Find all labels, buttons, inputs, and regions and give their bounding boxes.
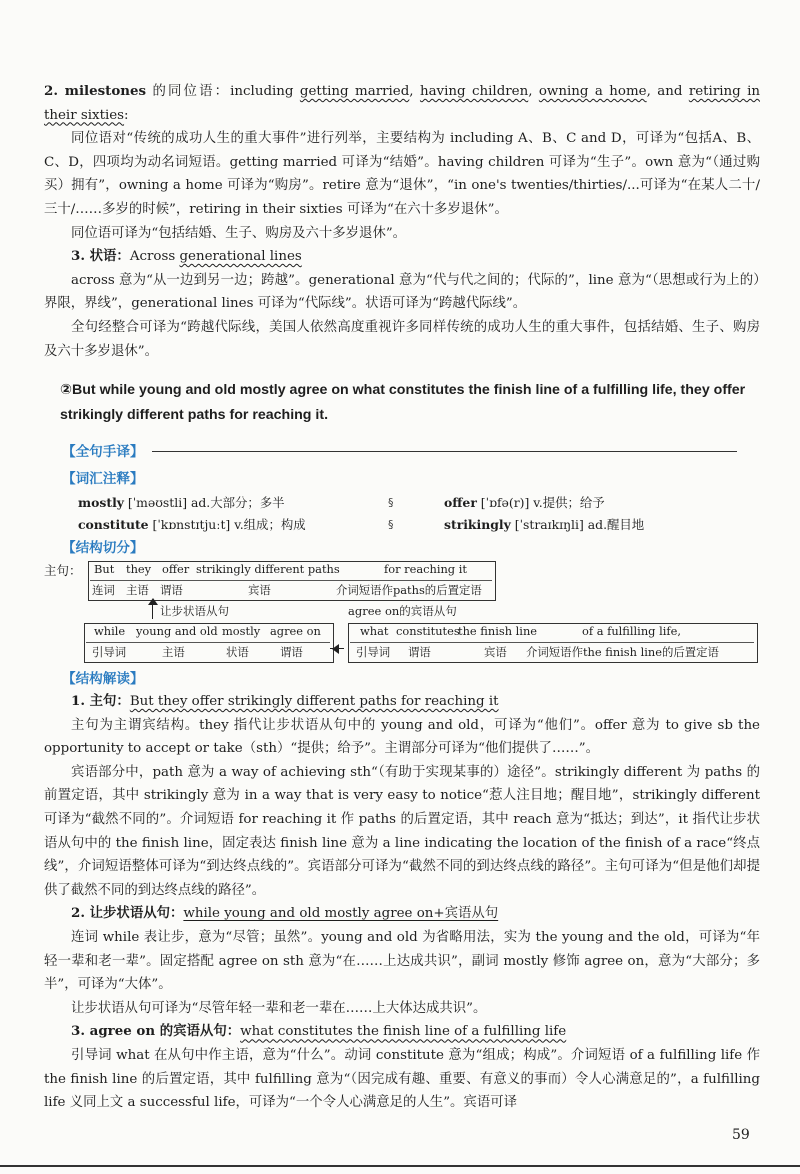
- r1-l4: 介词短语作paths的后置定语: [336, 583, 482, 597]
- a1-head-line: [44, 690, 760, 714]
- phrase-sixties: their sixties: [44, 107, 125, 123]
- r1-l3: 宾语: [248, 583, 271, 597]
- vocab-word: constitute: [78, 517, 149, 532]
- vocab-heading: 【词汇注释】: [62, 471, 144, 487]
- a2-head-line: [44, 902, 760, 926]
- phrase-children: having children: [419, 84, 529, 99]
- sentence-number: ②: [60, 382, 73, 398]
- r2-agreeon: agree on: [270, 624, 321, 638]
- analysis-section: [62, 667, 144, 687]
- vocab-strikingly: [444, 514, 644, 536]
- r2-while: while: [94, 624, 126, 638]
- a1-para1: 主句为主谓宾结构。they 指代让步状语从句中的 young and old，可译为“他们”。offer 意为 to give sb the opportunity to accept or take（sth）“提供；给予”。主谓部分可译为“他们提供了……”。: [44, 717, 760, 757]
- r1-offer: offer: [162, 562, 190, 576]
- translate-section: [62, 440, 737, 460]
- top-block: [44, 80, 760, 363]
- vocab-mostly: [78, 492, 306, 514]
- a2-text: while young and old mostly agree on+宾语从句: [183, 906, 499, 922]
- a3-text: what constitutes the finish line of a fulfilling life: [240, 1024, 567, 1040]
- note-concession: 让步状语从句: [160, 604, 229, 618]
- left-arrow-head: [332, 644, 339, 654]
- r1-midline: [90, 580, 492, 581]
- r2-l2: 状语: [226, 645, 249, 659]
- adverbial-text: Across: [129, 249, 180, 265]
- r1-l0: 连词: [92, 583, 115, 597]
- r1-l1: 主语: [126, 583, 149, 597]
- full-translation: 全句经整合可译为“跨越代际线，美国人依然高度重视许多同样传统的成功人生的重大事件，包括结婚、生子、购房及六十多岁退休”。: [44, 319, 760, 359]
- a1-para2: 宾语部分中，path 意为 a way of achieving sth“（有助于实现某事的）途径”。strikingly different 为 paths 的前置定语，其中 strikingly 意为 in a way that is very easy to notice“惹人注目地；醒目地”，strikingly different 可译为“截然不同的”。介词短语 for reaching it 作 paths 的后置定语，其中 reach 意为“抵达；到达”，it 指代让步状语从句中的 the finish line，固定表达 finish line 意为 a line indicating the location of the finish of a race“终点线”，介词短语整体可译为“到达终点线的”。宾语部分可译为“截然不同的到达终点线的路径”。主句可译为“但是他们却提供了截然不同的到达终点线的路径”。: [44, 764, 760, 898]
- r3-finishline: the finish line: [458, 624, 538, 638]
- divider-mark: §: [388, 496, 394, 509]
- r2-l3: 谓语: [280, 645, 303, 659]
- r3-l3: 介词短语作the finish line的后置定语: [526, 645, 719, 659]
- r1-for: for reaching it: [384, 562, 467, 576]
- note-object-clause: agree on的宾语从句: [348, 604, 457, 618]
- a1-text: But they offer strikingly different paths for reaching it: [129, 694, 499, 709]
- r3-constitutes: constitutes: [396, 624, 460, 638]
- adverbial-head: 3. 状语：: [71, 248, 130, 265]
- translate-heading: 【全句手译】: [62, 444, 144, 460]
- r3-what: what: [360, 624, 389, 638]
- sentence-two: [60, 378, 760, 428]
- r3-l1: 谓语: [408, 645, 431, 659]
- vocab-def: [ˈməʊstli] ad.大部分；多半: [123, 495, 285, 510]
- r2-youngold: young and old: [136, 624, 218, 638]
- a2-para2: 让步状语从句可译为“尽管年轻一辈和老一辈在……上大体达成共识”。: [71, 1000, 487, 1016]
- page-number: 59: [732, 1127, 750, 1143]
- appositive-label: 的同位语：including: [146, 84, 300, 99]
- a3-head-line: [44, 1020, 760, 1044]
- vocab-section: [62, 467, 144, 487]
- r2-midline: [86, 642, 330, 643]
- r2-l0: 引导词: [92, 645, 127, 659]
- r3-l0: 引导词: [356, 645, 391, 659]
- vocab-word: offer: [444, 495, 477, 510]
- vocab-divider: [388, 492, 394, 536]
- vocab-def: [ˈkɒnstɪtjuːt] v.组成；构成: [148, 517, 306, 532]
- r1-they: they: [126, 562, 152, 576]
- r1-paths: strikingly different paths: [196, 562, 340, 576]
- r3-midline: [350, 642, 754, 643]
- r2-l1: 主语: [162, 645, 185, 659]
- adverbial-phrase: generational lines: [179, 249, 302, 265]
- phrase-and: , and: [646, 84, 689, 99]
- r1-l2: 谓语: [160, 583, 183, 597]
- a3-para1: 引导词 what 在从句中作主语，意为“什么”。动词 constitute 意为“组成；构成”。介词短语 of a fulfilling life 作 the finish line 的后置定语，其中 fulfilling 意为“（因完成有趣、重要、有意义的事而）令人心满意足的”，a fulfilling life 义同上文 a successful life，可译为“一个令人心满意足的人生”。宾语可译: [44, 1047, 760, 1111]
- adverbial-head-line: [44, 245, 760, 269]
- r3-oflife: of a fulfilling life,: [582, 624, 681, 638]
- phrase-retiring: retiring in: [688, 84, 760, 99]
- vocab-word: strikingly: [444, 517, 511, 532]
- vocab-constitute: [78, 514, 306, 536]
- r1-but: But: [94, 562, 115, 576]
- a2-para1: 连词 while 表让步，意为“尽管；虽然”。young and old 为省略用法，实为 the young and the old，可译为“年轻一辈和老一辈”。固定搭配 agree on sth 意为“在……上达成共识”，副词 mostly 修饰 agree on，意为“大部分；多半”，可译为“大体”。: [44, 929, 760, 993]
- vocab-offer: [444, 492, 644, 514]
- vocab-def: [ˈstraɪkɪŋli] ad.醒目地: [510, 517, 645, 532]
- translation-blank-line[interactable]: [152, 451, 737, 452]
- a2-head: 2. 让步状语从句：: [71, 905, 184, 922]
- vocab-def: [ˈɒfə(r)] v.提供；给予: [476, 495, 605, 510]
- phrase-home: owning a home: [538, 84, 647, 99]
- main-clause-label: 主句：: [44, 563, 82, 578]
- r2-mostly: mostly: [222, 624, 261, 638]
- milestones-head: 2. milestones: [44, 83, 147, 99]
- struct-heading: 【结构切分】: [62, 540, 144, 556]
- vocab-right: [444, 492, 644, 536]
- sentence-text: But while young and old mostly agree on what constitutes the finish line of a fulfilling life, they offer strikingly different paths for reaching it.: [60, 382, 746, 423]
- vocab-word: mostly: [78, 495, 124, 510]
- bottom-rule: [0, 1165, 800, 1167]
- divider-mark: §: [388, 518, 394, 531]
- r3-l2: 宾语: [484, 645, 507, 659]
- appositive-translation: 同位语可译为“包括结婚、生子、购房及六十多岁退休”。: [71, 225, 407, 241]
- phrase-married: getting married: [299, 84, 410, 99]
- analysis-heading: 【结构解读】: [62, 671, 144, 687]
- vocab-left: [78, 492, 306, 536]
- a1-head: 1. 主句：: [71, 693, 130, 709]
- up-arrow-head: [148, 598, 158, 605]
- milestones-line: 2. milestones 的同位语：including getting married, having children, owning a home, and retiring in their sixties:: [44, 83, 760, 123]
- a3-head: 3. agree on 的宾语从句：: [71, 1023, 241, 1040]
- analysis-block: [44, 690, 760, 1115]
- appositive-explanation: 同位语对“传统的成功人生的重大事件”进行列举，主要结构为 including A、B、C and D，可译为“包括A、B、C、D，四项均为动名词短语。getting married 可译为“结婚”。having children 可译为“生子”。own 意为“（通过购买）拥有”，owning a home 可译为“购房”。retire 意为“退休”，“in one's twenties/thirties/...可译为“在某人二十/三十/……多岁的时候”，retiring in their sixties 可译为“在六十多岁退休”。: [44, 131, 760, 217]
- adverbial-explanation: across 意为“从一边到另一边；跨越”。generational 意为“代与代之间的；代际的”，line 意为“（思想或行为上的）界限，界线”，generational lines 可译为“代际线”。状语可译为“跨越代际线”。: [44, 272, 760, 312]
- struct-section: [62, 536, 144, 556]
